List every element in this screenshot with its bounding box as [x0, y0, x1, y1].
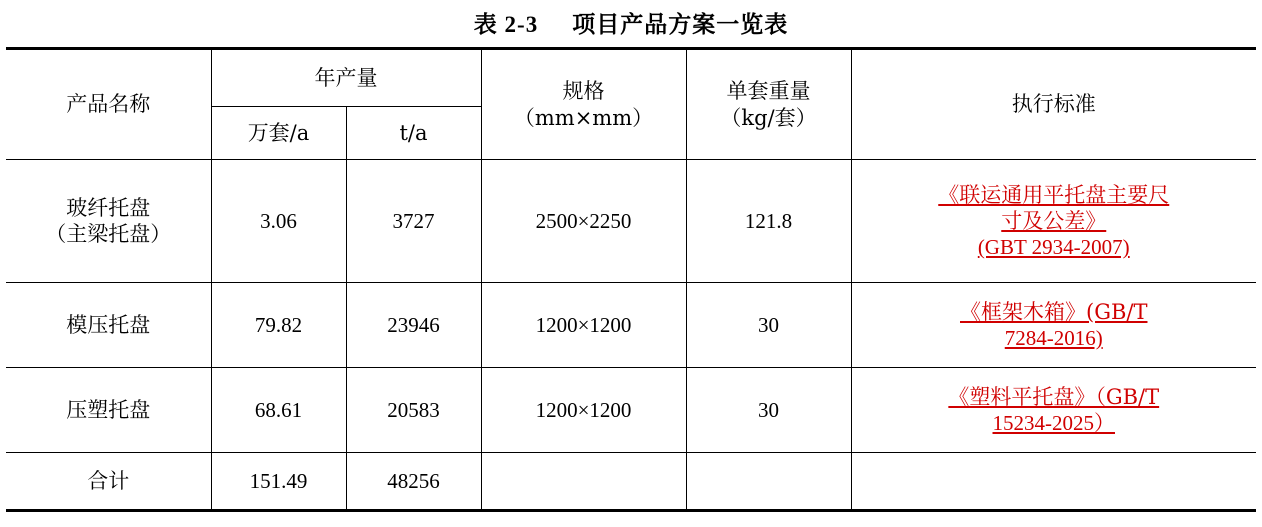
cell-t-a: 3727 — [346, 160, 481, 283]
header-annual-output-wan: 万套/a — [211, 107, 346, 160]
header-spec-line1: 规格 — [562, 79, 605, 104]
product-name-line1: 玻纤托盘 — [66, 195, 151, 220]
cell-total-wan-tao: 151.49 — [211, 453, 346, 511]
cell-spec: 2500×2250 — [481, 160, 686, 283]
cell-product-name — [6, 160, 211, 283]
header-unit-weight-line2: （kg/套） — [720, 105, 817, 130]
header-spec-line2: （mm×mm） — [513, 105, 654, 130]
cell-unit-weight: 30 — [686, 283, 851, 368]
cell-total-label: 合计 — [6, 453, 211, 511]
cell-standard — [851, 160, 1256, 283]
table-row — [6, 368, 1256, 453]
header-unit-weight — [686, 49, 851, 160]
standard-line2: 寸及公差》 — [1001, 208, 1107, 233]
table-row — [6, 160, 1256, 283]
cell-standard — [851, 283, 1256, 368]
header-annual-output: 年产量 — [211, 49, 481, 107]
header-product-name: 产品名称 — [6, 49, 211, 160]
standard-line3: (GBT 2934-2007) — [977, 235, 1130, 260]
cell-t-a: 23946 — [346, 283, 481, 368]
table-caption — [0, 0, 1262, 47]
standard-line2: 7284-2016) — [1004, 326, 1103, 350]
standard-line1: 《联运通用平托盘主要尺 — [938, 182, 1170, 207]
header-annual-output-ta: t/a — [346, 107, 481, 160]
cell-total-spec — [481, 453, 686, 511]
cell-unit-weight: 121.8 — [686, 160, 851, 283]
cell-wan-tao: 79.82 — [211, 283, 346, 368]
cell-wan-tao: 3.06 — [211, 160, 346, 283]
cell-spec: 1200×1200 — [481, 368, 686, 453]
cell-product-name: 模压托盘 — [6, 283, 211, 368]
table-title-text: 项目产品方案一览表 — [572, 11, 789, 38]
cell-total-standard — [851, 453, 1256, 511]
header-spec — [481, 49, 686, 160]
cell-standard — [851, 368, 1256, 453]
header-standard: 执行标准 — [851, 49, 1256, 160]
cell-total-weight — [686, 453, 851, 511]
cell-spec: 1200×1200 — [481, 283, 686, 368]
cell-wan-tao: 68.61 — [211, 368, 346, 453]
product-plan-table — [6, 47, 1256, 512]
table-header-row-1 — [6, 49, 1256, 107]
cell-product-name: 压塑托盘 — [6, 368, 211, 453]
standard-line2: 15234-2025） — [992, 411, 1115, 435]
standard-line1: 《框架木箱》(GB/T — [960, 299, 1148, 324]
cell-t-a: 20583 — [346, 368, 481, 453]
product-name-line2: （主梁托盘） — [45, 222, 172, 246]
header-unit-weight-line1: 单套重量 — [726, 79, 811, 104]
cell-total-t-a: 48256 — [346, 453, 481, 511]
table-total-row — [6, 453, 1256, 511]
cell-unit-weight: 30 — [686, 368, 851, 453]
standard-line1: 《塑料平托盘》（GB/T — [948, 384, 1160, 409]
table-number: 表 2-3 — [473, 12, 539, 37]
table-row — [6, 283, 1256, 368]
